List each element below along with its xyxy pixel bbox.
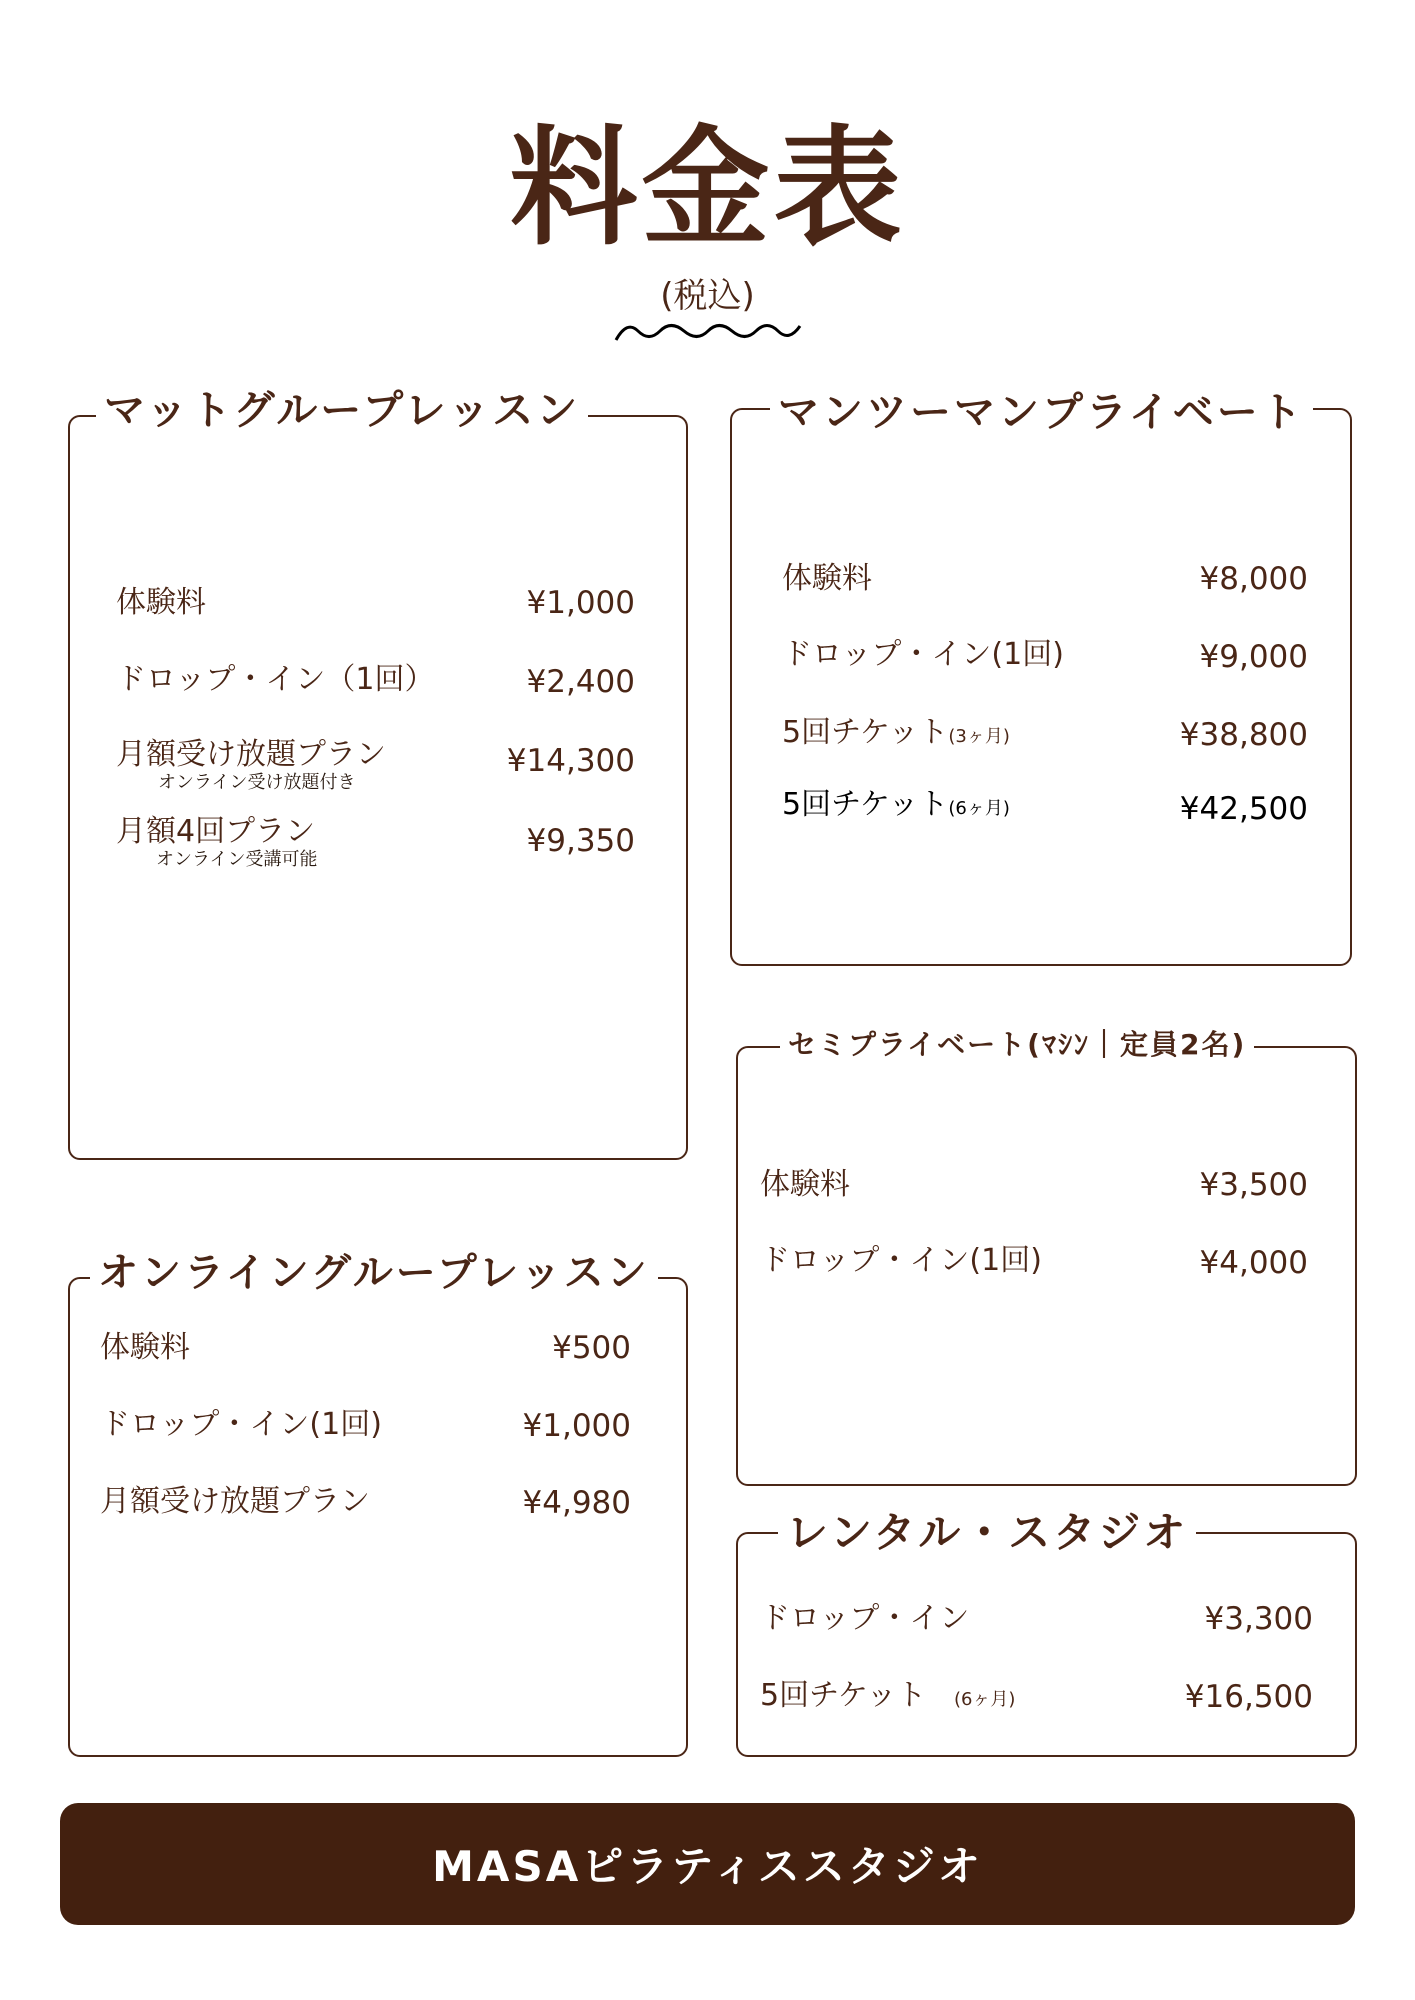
rental-5ticket-text: 5回チケット	[760, 1678, 927, 1713]
private-lesson-title: マンツーマンプライベート	[770, 392, 1313, 433]
mat-trial-price: ¥1,000	[526, 585, 635, 621]
online-dropin-label: ドロップ・イン(1回)	[100, 1407, 382, 1442]
online-unlimited-label: 月額受け放題プラン	[100, 1484, 370, 1519]
mat-dropin-label: ドロップ・イン（1回）	[116, 662, 435, 697]
private-5ticket-3m-price: ¥38,800	[1179, 717, 1308, 753]
private-trial-label: 体験料	[782, 561, 872, 596]
rental-dropin-price: ¥3,300	[1204, 1601, 1313, 1637]
private-5ticket-6m-text: 5回チケット	[782, 787, 949, 822]
private-5ticket-6m-price: ¥42,500	[1179, 791, 1308, 827]
private-5ticket-3m-note: (3ヶ月)	[948, 726, 1010, 747]
rental-dropin-label: ドロップ・イン	[760, 1601, 970, 1636]
private-dropin-label: ドロップ・イン(1回)	[782, 637, 1064, 672]
rental-5ticket-label	[760, 1678, 1016, 1713]
semi-private-title: セミプライベート(ﾏｼﾝ｜定員2名)	[780, 1031, 1254, 1059]
private-dropin-price: ¥9,000	[1199, 639, 1308, 675]
online-group-title: オンライングループレッスン	[90, 1253, 658, 1293]
private-trial-price: ¥8,000	[1199, 561, 1308, 597]
semi-dropin-label: ドロップ・イン(1回)	[760, 1243, 1042, 1278]
rental-5ticket-price: ¥16,500	[1184, 1679, 1313, 1715]
private-5ticket-3m-label	[782, 715, 1010, 750]
rental-studio-title: レンタル・スタジオ	[778, 1512, 1196, 1554]
online-trial-price: ¥500	[552, 1330, 631, 1366]
private-5ticket-6m-label	[782, 787, 1010, 822]
mat-dropin-price: ¥2,400	[526, 664, 635, 700]
mat-unlimited-price: ¥14,300	[506, 743, 635, 779]
online-unlimited-price: ¥4,980	[522, 1485, 631, 1521]
mat-unlimited-label: 月額受け放題プラン	[116, 737, 386, 772]
mat-4times-price: ¥9,350	[526, 823, 635, 859]
private-lesson-box	[730, 408, 1352, 966]
semi-trial-label: 体験料	[760, 1167, 850, 1202]
studio-name-banner	[60, 1803, 1355, 1925]
private-5ticket-6m-note: (6ヶ月)	[948, 798, 1010, 819]
studio-name: MASAピラティススタジオ	[432, 1842, 983, 1891]
tax-included-note: (税込)	[660, 276, 755, 316]
mat-4times-label: 月額4回プラン	[116, 814, 316, 849]
semi-trial-price: ¥3,500	[1199, 1167, 1308, 1203]
online-dropin-price: ¥1,000	[522, 1408, 631, 1444]
semi-dropin-price: ¥4,000	[1199, 1245, 1308, 1281]
mat-trial-label: 体験料	[116, 585, 206, 620]
mat-4times-note: オンライン受講可能	[156, 849, 318, 870]
page-title: 料金表	[509, 114, 906, 263]
rental-studio-box	[736, 1532, 1357, 1757]
wave-decoration	[614, 318, 802, 344]
mat-unlimited-note: オンライン受け放題付き	[158, 772, 356, 793]
private-5ticket-3m-text: 5回チケット	[782, 715, 949, 750]
rental-5ticket-note: (6ヶ月)	[953, 1689, 1016, 1710]
online-trial-label: 体験料	[100, 1330, 190, 1365]
mat-group-lesson-title: マットグループレッスン	[96, 390, 588, 431]
